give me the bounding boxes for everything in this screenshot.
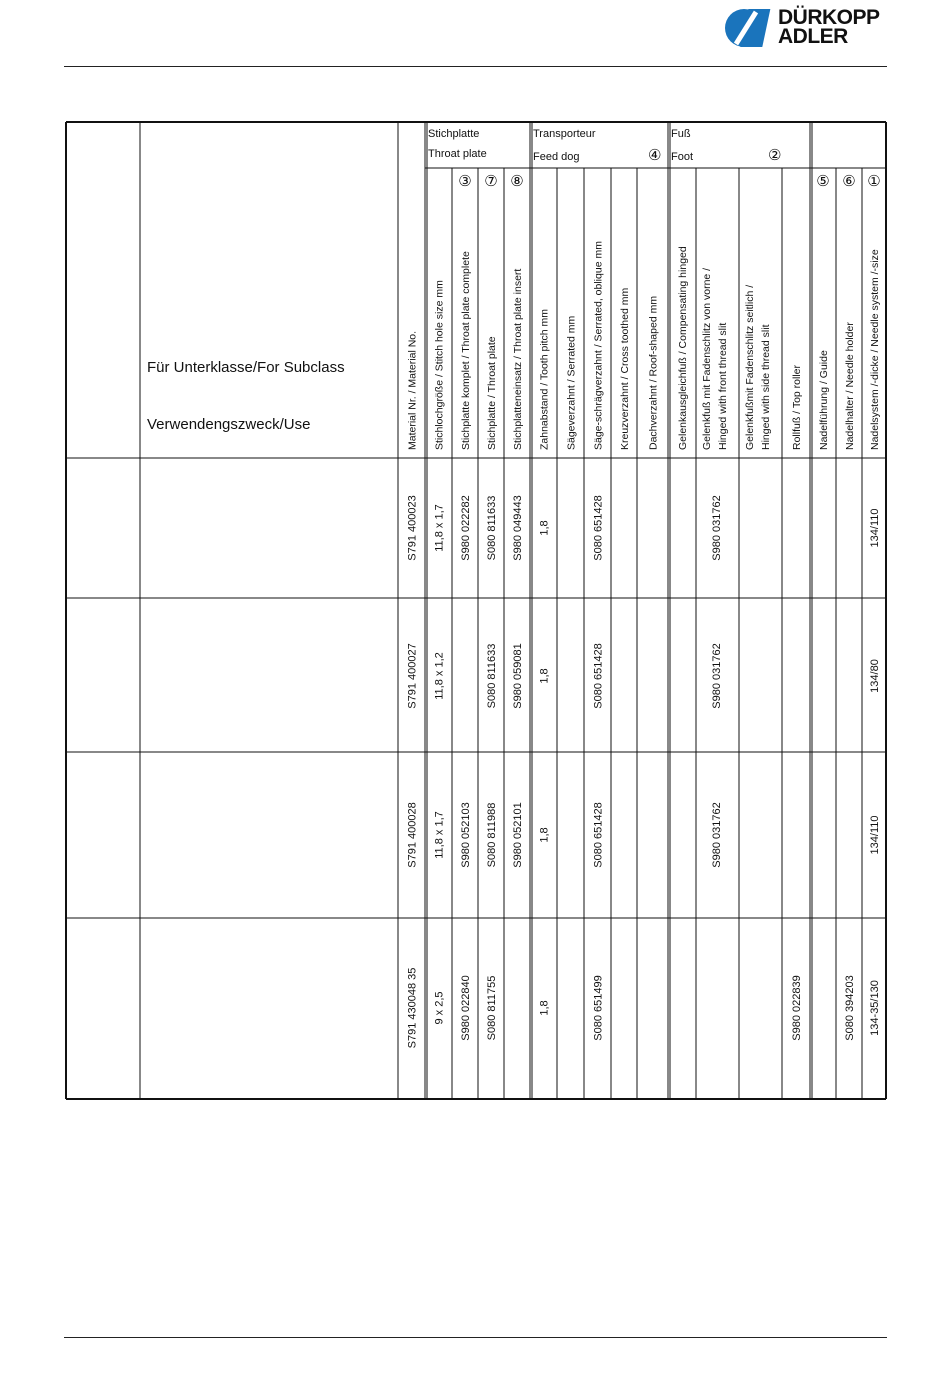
table-cell: S980 052103 bbox=[460, 802, 472, 868]
table-cell: S791 430048 35 bbox=[406, 967, 419, 1049]
column-header-label: Hinged with front thread slit bbox=[717, 322, 729, 450]
column-marker: ⑥ bbox=[842, 172, 856, 190]
column-header-label: Stichplatte komplet / Throat plate complete bbox=[460, 251, 472, 450]
group-throat-plate-title: Stichplatte bbox=[428, 128, 480, 140]
column-marker: ① bbox=[867, 172, 881, 190]
group-feed-dog-title: Transporteur bbox=[533, 128, 596, 140]
group-foot-subtitle: Foot bbox=[671, 151, 694, 163]
group-feed-dog-subtitle: Feed dog bbox=[533, 151, 580, 163]
table-cell: S980 031762 bbox=[711, 643, 723, 709]
table-cell: S080 651499 bbox=[592, 975, 605, 1041]
column-header-label: Gelenkfußmit Fadenschlitz seitlich / bbox=[744, 284, 756, 450]
subclass-label: Für Unterklasse/For Subclass bbox=[147, 359, 345, 376]
column-header-label: Kreuzverzahnt / Cross toothed mm bbox=[619, 287, 631, 450]
table-cell: S980 059081 bbox=[512, 643, 524, 709]
table-cell: S791 400028 bbox=[406, 802, 419, 868]
table-cell: 11,8 x 1,7 bbox=[433, 811, 446, 859]
column-header-label: Sägeverzahnt / Serrated mm bbox=[565, 315, 578, 450]
column-header-label: Gelenkfuß mit Fadenschlitz von vorne / bbox=[701, 267, 713, 450]
table-cell: 1,8 bbox=[538, 827, 551, 843]
brand-name-line2: ADLER bbox=[778, 25, 848, 48]
column-header-label: Gelenkausgleichfuß / Compensating hinged bbox=[677, 246, 689, 450]
column-header-label: Säge-schrägverzahnt / Serrated, oblique mm bbox=[592, 241, 605, 450]
column-marker: ⑧ bbox=[510, 172, 524, 190]
table-cell: 1,8 bbox=[538, 1000, 551, 1016]
column-header-label: Hinged with side thread slit bbox=[760, 324, 772, 450]
column-marker: ⑦ bbox=[484, 172, 498, 190]
use-label: Verwendengszweck/Use bbox=[147, 416, 311, 433]
table-cell: S080 811988 bbox=[486, 802, 498, 868]
table-cell: S080 811633 bbox=[486, 643, 498, 709]
column-marker: ⑤ bbox=[816, 172, 830, 190]
group-foot-marker: ② bbox=[768, 146, 782, 164]
table-cell: S980 049443 bbox=[512, 495, 524, 561]
table-cell: S980 022840 bbox=[460, 975, 472, 1041]
table-cell: S080 394203 bbox=[844, 975, 856, 1041]
table-cell: S080 651428 bbox=[592, 495, 605, 561]
table-cell: 11,8 x 1,7 bbox=[433, 504, 446, 552]
table-cell: S980 031762 bbox=[711, 495, 723, 561]
table-cell: 11,8 x 1,2 bbox=[433, 652, 446, 700]
column-header-label: Stichplatteneinsatz / Throat plate insert bbox=[512, 268, 524, 450]
column-header-label: Nadelführung / Guide bbox=[818, 350, 830, 450]
column-header-label: Stichplatte / Throat plate bbox=[486, 336, 498, 450]
table-cell: 9 x 2,5 bbox=[433, 991, 446, 1025]
table-cell: S080 811633 bbox=[486, 495, 498, 561]
table-cell: 1,8 bbox=[538, 520, 551, 536]
column-marker: ③ bbox=[458, 172, 472, 190]
group-feed-dog-marker: ④ bbox=[648, 146, 662, 164]
column-header-label: Dachverzahnt / Roof-shaped mm bbox=[647, 295, 660, 450]
table-cell: S980 022839 bbox=[791, 975, 803, 1041]
group-throat-plate-subtitle: Throat plate bbox=[428, 148, 487, 160]
table-cell: 134-35/130 bbox=[869, 980, 881, 1036]
table-cell: 134/110 bbox=[869, 508, 881, 548]
table-cell: S980 022282 bbox=[460, 495, 472, 561]
table-cell: S080 651428 bbox=[592, 643, 605, 709]
column-header-label: Nadelsystem /-dicke / Needle system /-size bbox=[869, 249, 881, 450]
column-header-label: Material Nr. / Material No. bbox=[406, 330, 419, 450]
table-cell: S980 031762 bbox=[711, 802, 723, 868]
table-cell: S791 400023 bbox=[406, 495, 419, 561]
table-cell: 134/110 bbox=[869, 815, 881, 855]
column-header-label: Stichlochgröße / Stitch hole size mm bbox=[433, 280, 446, 450]
brand-name-line1: DÜRKOPP bbox=[778, 6, 880, 29]
table-cell: 1,8 bbox=[538, 668, 551, 684]
table-cell: S791 400027 bbox=[406, 643, 419, 709]
column-header-label: Nadelhalter / Needle holder bbox=[844, 322, 856, 450]
table-cell: S080 651428 bbox=[592, 802, 605, 868]
table-cell: S980 052101 bbox=[512, 802, 524, 868]
table-cell: S080 811755 bbox=[486, 975, 498, 1041]
column-header-label: Zahnabstand / Tooth pitch mm bbox=[538, 308, 551, 450]
table-cell: 134/80 bbox=[869, 659, 881, 693]
column-header-label: Rollfuß / Top roller bbox=[791, 364, 803, 450]
group-foot-title: Fuß bbox=[671, 128, 691, 140]
